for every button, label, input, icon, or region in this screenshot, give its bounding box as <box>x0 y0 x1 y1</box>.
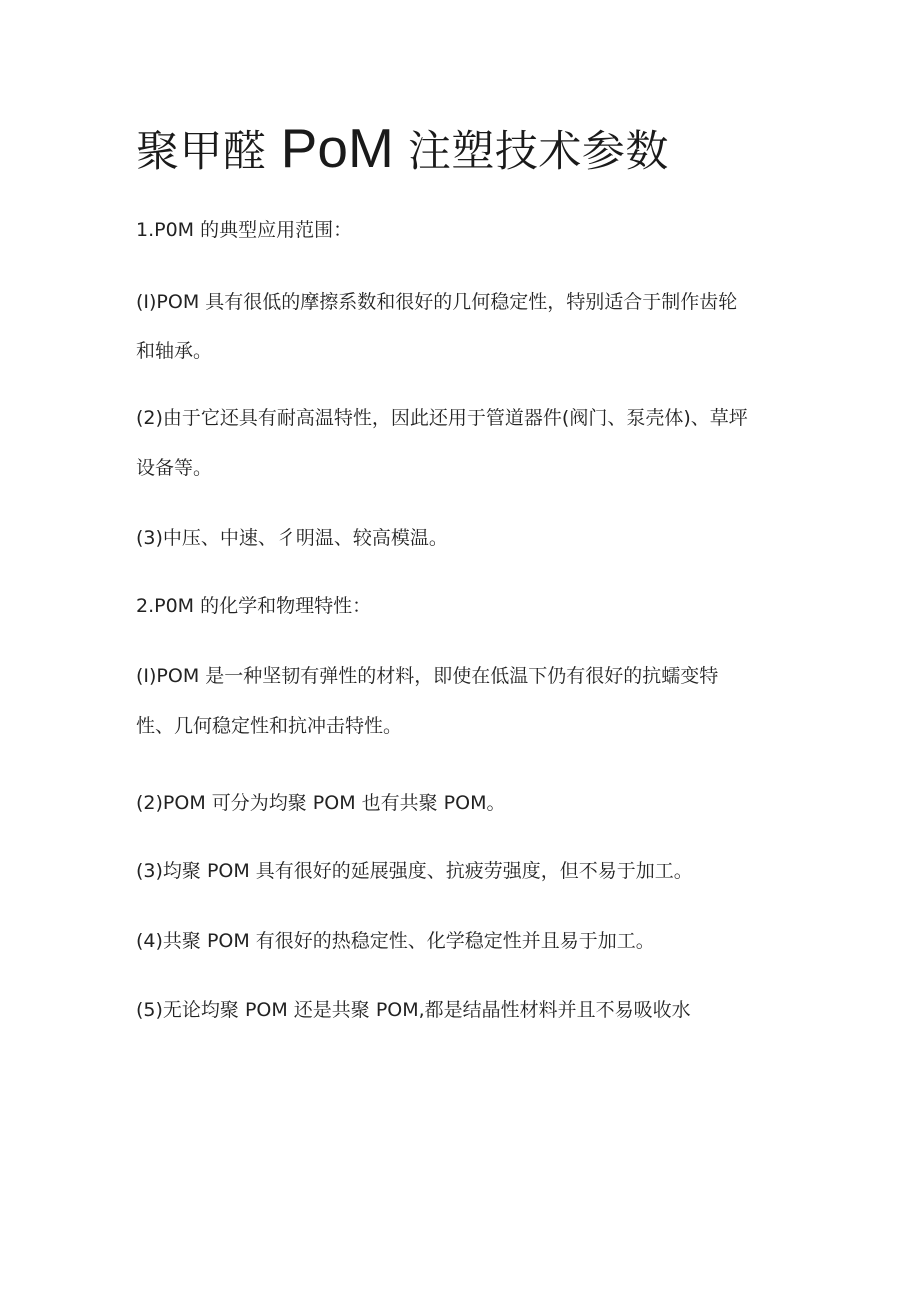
paragraph-line: (2)POM 可分为均聚 POM 也有共聚 POM。 <box>136 792 506 814</box>
paragraph-line: (3)均聚 POM 具有很好的延展强度、抗疲劳强度，但不易于加工。 <box>136 860 693 882</box>
title-text-latin: PoM <box>280 117 394 179</box>
paragraph-line: 和轴承。 <box>136 340 213 362</box>
title-text-prefix: 聚甲醛 <box>136 127 267 177</box>
document-title <box>136 112 856 187</box>
paragraph-line: (I)POM 具有很低的摩擦系数和很好的几何稳定性，特别适合于制作齿轮 <box>136 291 738 313</box>
paragraph-line: 性、几何稳定性和抗冲击特性。 <box>136 715 403 737</box>
paragraph-line: (3)中压、中速、彳明温、较高模温。 <box>136 527 448 549</box>
title-text-suffix: 注塑技术参数 <box>407 127 669 177</box>
paragraph-line: (I)POM 是一种坚韧有弹性的材料，即使在低温下仍有很好的抗蠕变特 <box>136 665 719 687</box>
paragraph-line: (4)共聚 POM 有很好的热稳定性、化学稳定性并且易于加工。 <box>136 930 655 952</box>
section-heading-properties: 2.P0M 的化学和物理特性： <box>136 595 372 617</box>
paragraph-line: (5)无论均聚 POM 还是共聚 POM,都是结晶性材料并且不易吸收水 <box>136 999 691 1021</box>
section-heading-applications: 1.P0M 的典型应用范围： <box>136 219 353 241</box>
paragraph-line: 设备等。 <box>136 457 213 479</box>
paragraph-line: (2)由于它还具有耐高温特性，因此还用于管道器件(阀门、泵壳体)、草坪 <box>136 407 748 429</box>
